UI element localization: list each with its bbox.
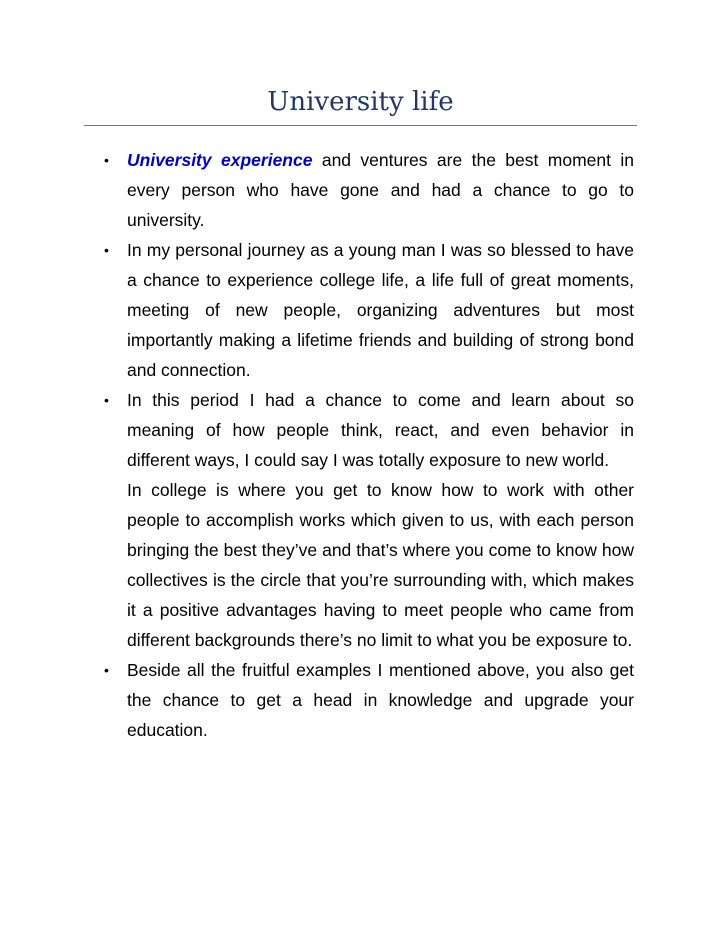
bullet-icon: •: [104, 662, 109, 678]
list-item-journey: [104, 235, 634, 385]
bullet-icon: •: [104, 392, 109, 408]
list-item-text: In my personal journey as a young man I was so blessed to have a chance to experience college life, a life full of great moments, meeting of new people, organizing adventures but most importantly making a lifetime friends and building of strong bond and connection.: [127, 240, 634, 380]
list-item-education: [104, 655, 634, 745]
bullet-icon: •: [104, 152, 109, 168]
list-item-text: and ventures are the best moment in every person who have gone and had a chance to go to university.: [127, 150, 634, 230]
bullet-icon: •: [104, 242, 109, 258]
list-item-period: [104, 385, 634, 655]
list-item-text: In this period I had a chance to come and learn about so meaning of how people think, react, and even behavior in different ways, I could say I was totally exposure to new world.: [127, 390, 634, 470]
list-item-continuation: In college is where you get to know how to work with other people to accomplish works which given to us, with each person bringing the best they’ve and that’s where you come to know how collectives is the circle that you’re surrounding with, which makes it a positive advantages having to meet people who came from different backgrounds there’s no limit to what you be exposure to.: [127, 480, 634, 650]
title-underline: [84, 125, 637, 126]
emphasized-phrase: University experience: [127, 150, 313, 170]
bullet-list: [104, 145, 634, 745]
page-title: University life: [267, 87, 454, 117]
list-item-experience: [104, 145, 634, 235]
list-item-text: Beside all the fruitful examples I mentioned above, you also get the chance to get a head in knowledge and upgrade your education.: [127, 660, 634, 740]
